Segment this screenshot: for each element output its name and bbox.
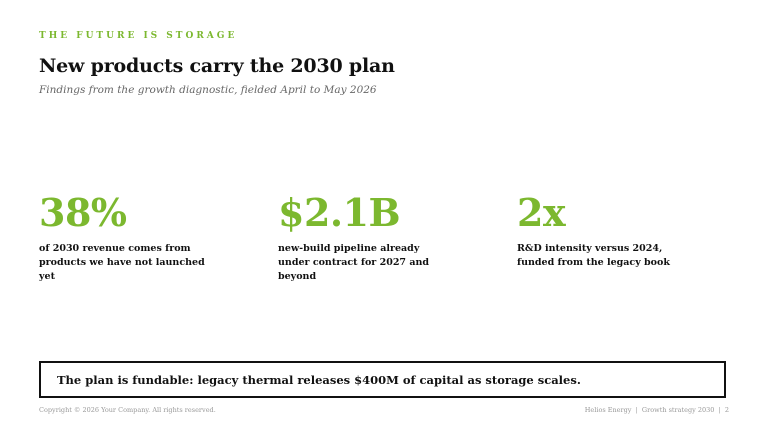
- stat-caption: R&D intensity versus 2024, funded from the legacy book: [517, 243, 670, 268]
- stat-value: $2.1B: [278, 190, 401, 235]
- stat-value: 38%: [39, 190, 127, 235]
- stat-block-rnd: [517, 191, 717, 270]
- footer-meta: Helios Energy | Growth strategy 2030 | 2: [584, 406, 729, 414]
- key-takeaway-callout: [39, 361, 726, 398]
- stat-block-pipeline: [278, 191, 478, 284]
- stat-caption: of 2030 revenue comes from products we have not launched yet: [39, 243, 205, 282]
- slide-subtitle: Findings from the growth diagnostic, fielded April to May 2026: [39, 84, 377, 96]
- eyebrow-label: THE FUTURE IS STORAGE: [39, 31, 238, 41]
- stat-caption: new-build pipeline already under contract for 2027 and beyond: [278, 243, 430, 282]
- stat-block-revenue: [39, 191, 239, 284]
- footer-copyright: Copyright © 2026 Your Company. All rights reserved.: [39, 406, 216, 414]
- callout-text: The plan is fundable: legacy thermal releases $400M of capital as storage scales.: [57, 372, 581, 387]
- slide-title: New products carry the 2030 plan: [39, 55, 395, 77]
- stat-value: 2x: [517, 190, 566, 235]
